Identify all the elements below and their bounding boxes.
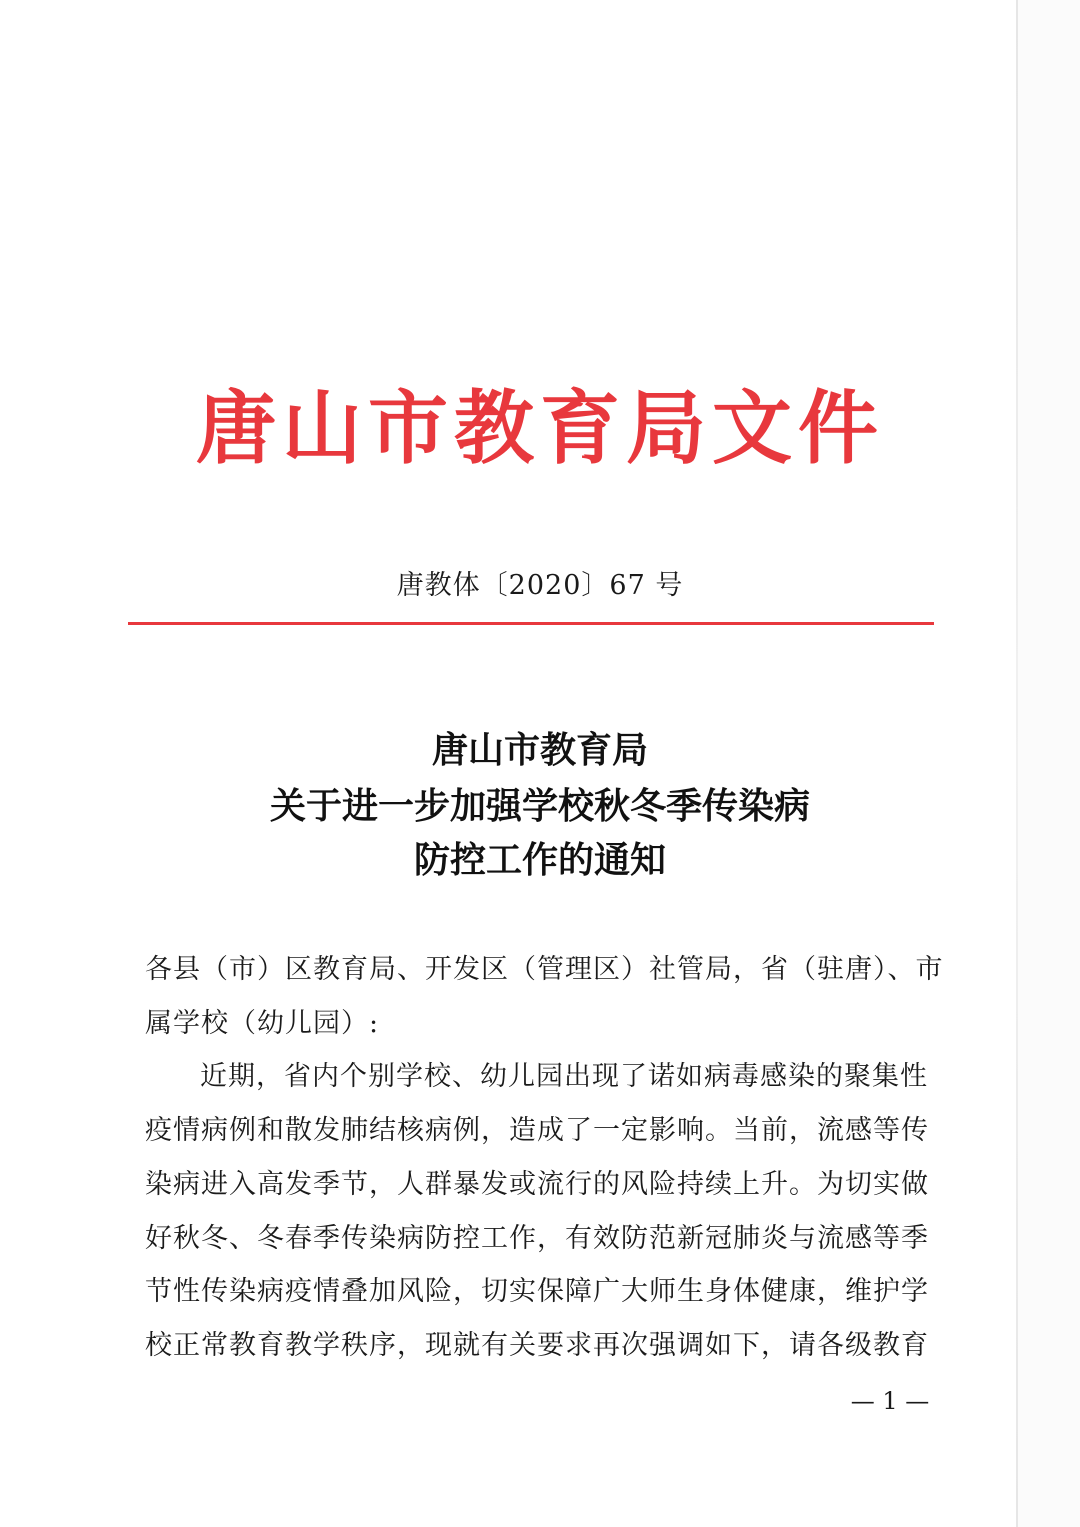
body-line: 各县（市）区教育局、开发区（管理区）社管局，省（驻唐）、市	[145, 954, 944, 985]
body-line: 好秋冬、冬春季传染病防控工作，有效防范新冠肺炎与流感等季	[145, 1223, 929, 1254]
document-masthead: 唐山市教育局文件	[196, 381, 884, 475]
body-line: 校正常教育教学秩序，现就有关要求再次强调如下，请各级教育	[145, 1330, 929, 1361]
notice-title-line-2: 关于进一步加强学校秋冬季传染病	[269, 786, 810, 827]
body-line: 节性传染病疫情叠加风险，切实保障广大师生身体健康，维护学	[145, 1276, 929, 1307]
body-line: 属学校（幼儿园）:	[145, 1008, 380, 1039]
page-number: — 1 —	[850, 1387, 930, 1415]
body-line: 近期，省内个别学校、幼儿园出现了诺如病毒感染的聚集性	[200, 1061, 928, 1092]
body-line: 染病进入高发季节，人群暴发或流行的风险持续上升。为切实做	[145, 1169, 929, 1200]
document-number: 唐教体〔2020〕67 号	[396, 570, 684, 601]
body-line: 疫情病例和散发肺结核病例，造成了一定影响。当前，流感等传	[145, 1115, 929, 1146]
notice-title-line-3: 防控工作的通知	[413, 840, 666, 881]
red-separator-rule	[128, 622, 934, 625]
notice-title-line-1: 唐山市教育局	[431, 730, 648, 771]
